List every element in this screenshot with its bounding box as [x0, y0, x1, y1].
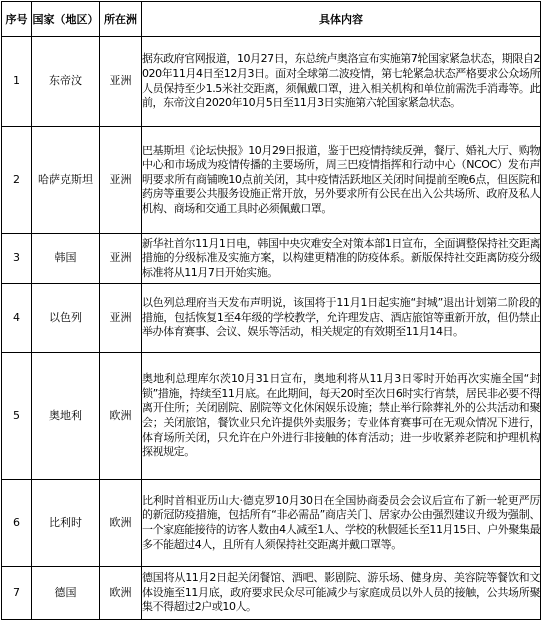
row-content: 以色列总理府当天发布声明说，该国将于11月1日起实施“封城”退出计划第二阶段的措施，包括恢复1至4年级的学校教学，允许理发店、酒店旅馆等重新开放，但仍禁止举办体育赛事、会议、娱乐等活动，相关规定的有效期至11月14日。: [142, 284, 541, 353]
table-row: [2, 37, 541, 127]
header-index: 序号: [2, 2, 32, 37]
header-country: 国家（地区）: [32, 2, 100, 37]
row-continent: 亚洲: [100, 284, 142, 353]
row-country: 韩国: [32, 234, 100, 284]
table-header-row: [2, 2, 541, 37]
row-index: 5: [2, 353, 32, 480]
row-country: 比利时: [32, 480, 100, 567]
policy-table: [1, 1, 541, 620]
row-country: 德国: [32, 567, 100, 620]
row-continent: 欧洲: [100, 480, 142, 567]
row-continent: 欧洲: [100, 353, 142, 480]
header-content: 具体内容: [142, 2, 541, 37]
table-row: [2, 234, 541, 284]
header-continent: 所在洲: [100, 2, 142, 37]
table-row: [2, 480, 541, 567]
row-content: 比利时首相亚历山大·德克罗10月30日在全国协商委员会会议后宣布了新一轮更严厉的新冠防疫措施，包括所有“非必需品”商店关门、居家办公由强烈建议升级为强制、一个家庭能接待的访客人数由4人减至1人、学校的秋假延长至11月15日、户外聚集最多不能超过4人，且所有人须保持社交距离并戴口罩等。: [142, 480, 541, 567]
table-row: [2, 127, 541, 234]
row-continent: 欧洲: [100, 567, 142, 620]
row-index: 7: [2, 567, 32, 620]
table-row: [2, 567, 541, 620]
row-continent: 亚洲: [100, 37, 142, 127]
row-content: 德国将从11月2日起关闭餐馆、酒吧、影剧院、游乐场、健身房、美容院等餐饮和文体设施至11月底，政府要求民众尽可能减少与家庭成员以外人员的接触，公共场所聚集不得超过2户或10人。: [142, 567, 541, 620]
row-content: 据东政府官网报道，10月27日，东总统卢奥洛宣布实施第7轮国家紧急状态，期限自2020年11月4日至12月3日。面对全球第二波疫情，第七轮紧急状态严格要求公众场所人员保持至少1.5米社交距离，须佩戴口罩，进入相关机构和单位前需洗手消毒等。此前，东帝汶自2020年10月5日至11月3日实施第六轮国家紧急状态。: [142, 37, 541, 127]
row-country: 以色列: [32, 284, 100, 353]
row-content: 奥地利总理库尔茨10月31日宣布，奥地利将从11月3日零时开始再次实施全国“封锁”措施，持续至11月底。在此期间，每天20时至次日6时实行宵禁，居民非必要不得离开住所；关闭剧院、剧院等文化休闲娱乐设施；禁止举行除葬礼外的公共活动和聚会；关闭旅馆，餐饮业只允许提供外卖服务；专业体育赛事可在无观众情况下进行，体育场所关闭，只允许在户外进行非接触的体育活动；进一步收紧养老院和护理机构探视规定。: [142, 353, 541, 480]
table-row: [2, 353, 541, 480]
row-content: 新华社首尔11月1日电，韩国中央灾难安全对策本部1日宣布，全面调整保持社交距离措施的分级标准及实施方案，以构建更精准的防疫体系。新版保持社交距离防疫分级标准将从11月7日开始实施。: [142, 234, 541, 284]
row-country: 奥地利: [32, 353, 100, 480]
row-continent: 亚洲: [100, 234, 142, 284]
row-index: 1: [2, 37, 32, 127]
row-country: 东帝汶: [32, 37, 100, 127]
table-row: [2, 284, 541, 353]
row-content: 巴基斯坦《论坛快报》10月29日报道，鉴于巴疫情持续反弹，餐厅、婚礼大厅、购物中心和市场成为疫情传播的主要场所，周三巴疫情指挥和行动中心（NCOC）发布声明要求所有商铺晚10点前关闭，其中疫情活跃地区关闭时间提前至晚6点，但医院和药房等重要公共服务设施正常开放，另外要求所有公民在出入公共场所、政府及私人机构、商场和交通工具时必须佩戴口罩。: [142, 127, 541, 234]
row-index: 4: [2, 284, 32, 353]
row-index: 3: [2, 234, 32, 284]
row-country: 哈萨克斯坦: [32, 127, 100, 234]
row-continent: 亚洲: [100, 127, 142, 234]
row-index: 6: [2, 480, 32, 567]
row-index: 2: [2, 127, 32, 234]
